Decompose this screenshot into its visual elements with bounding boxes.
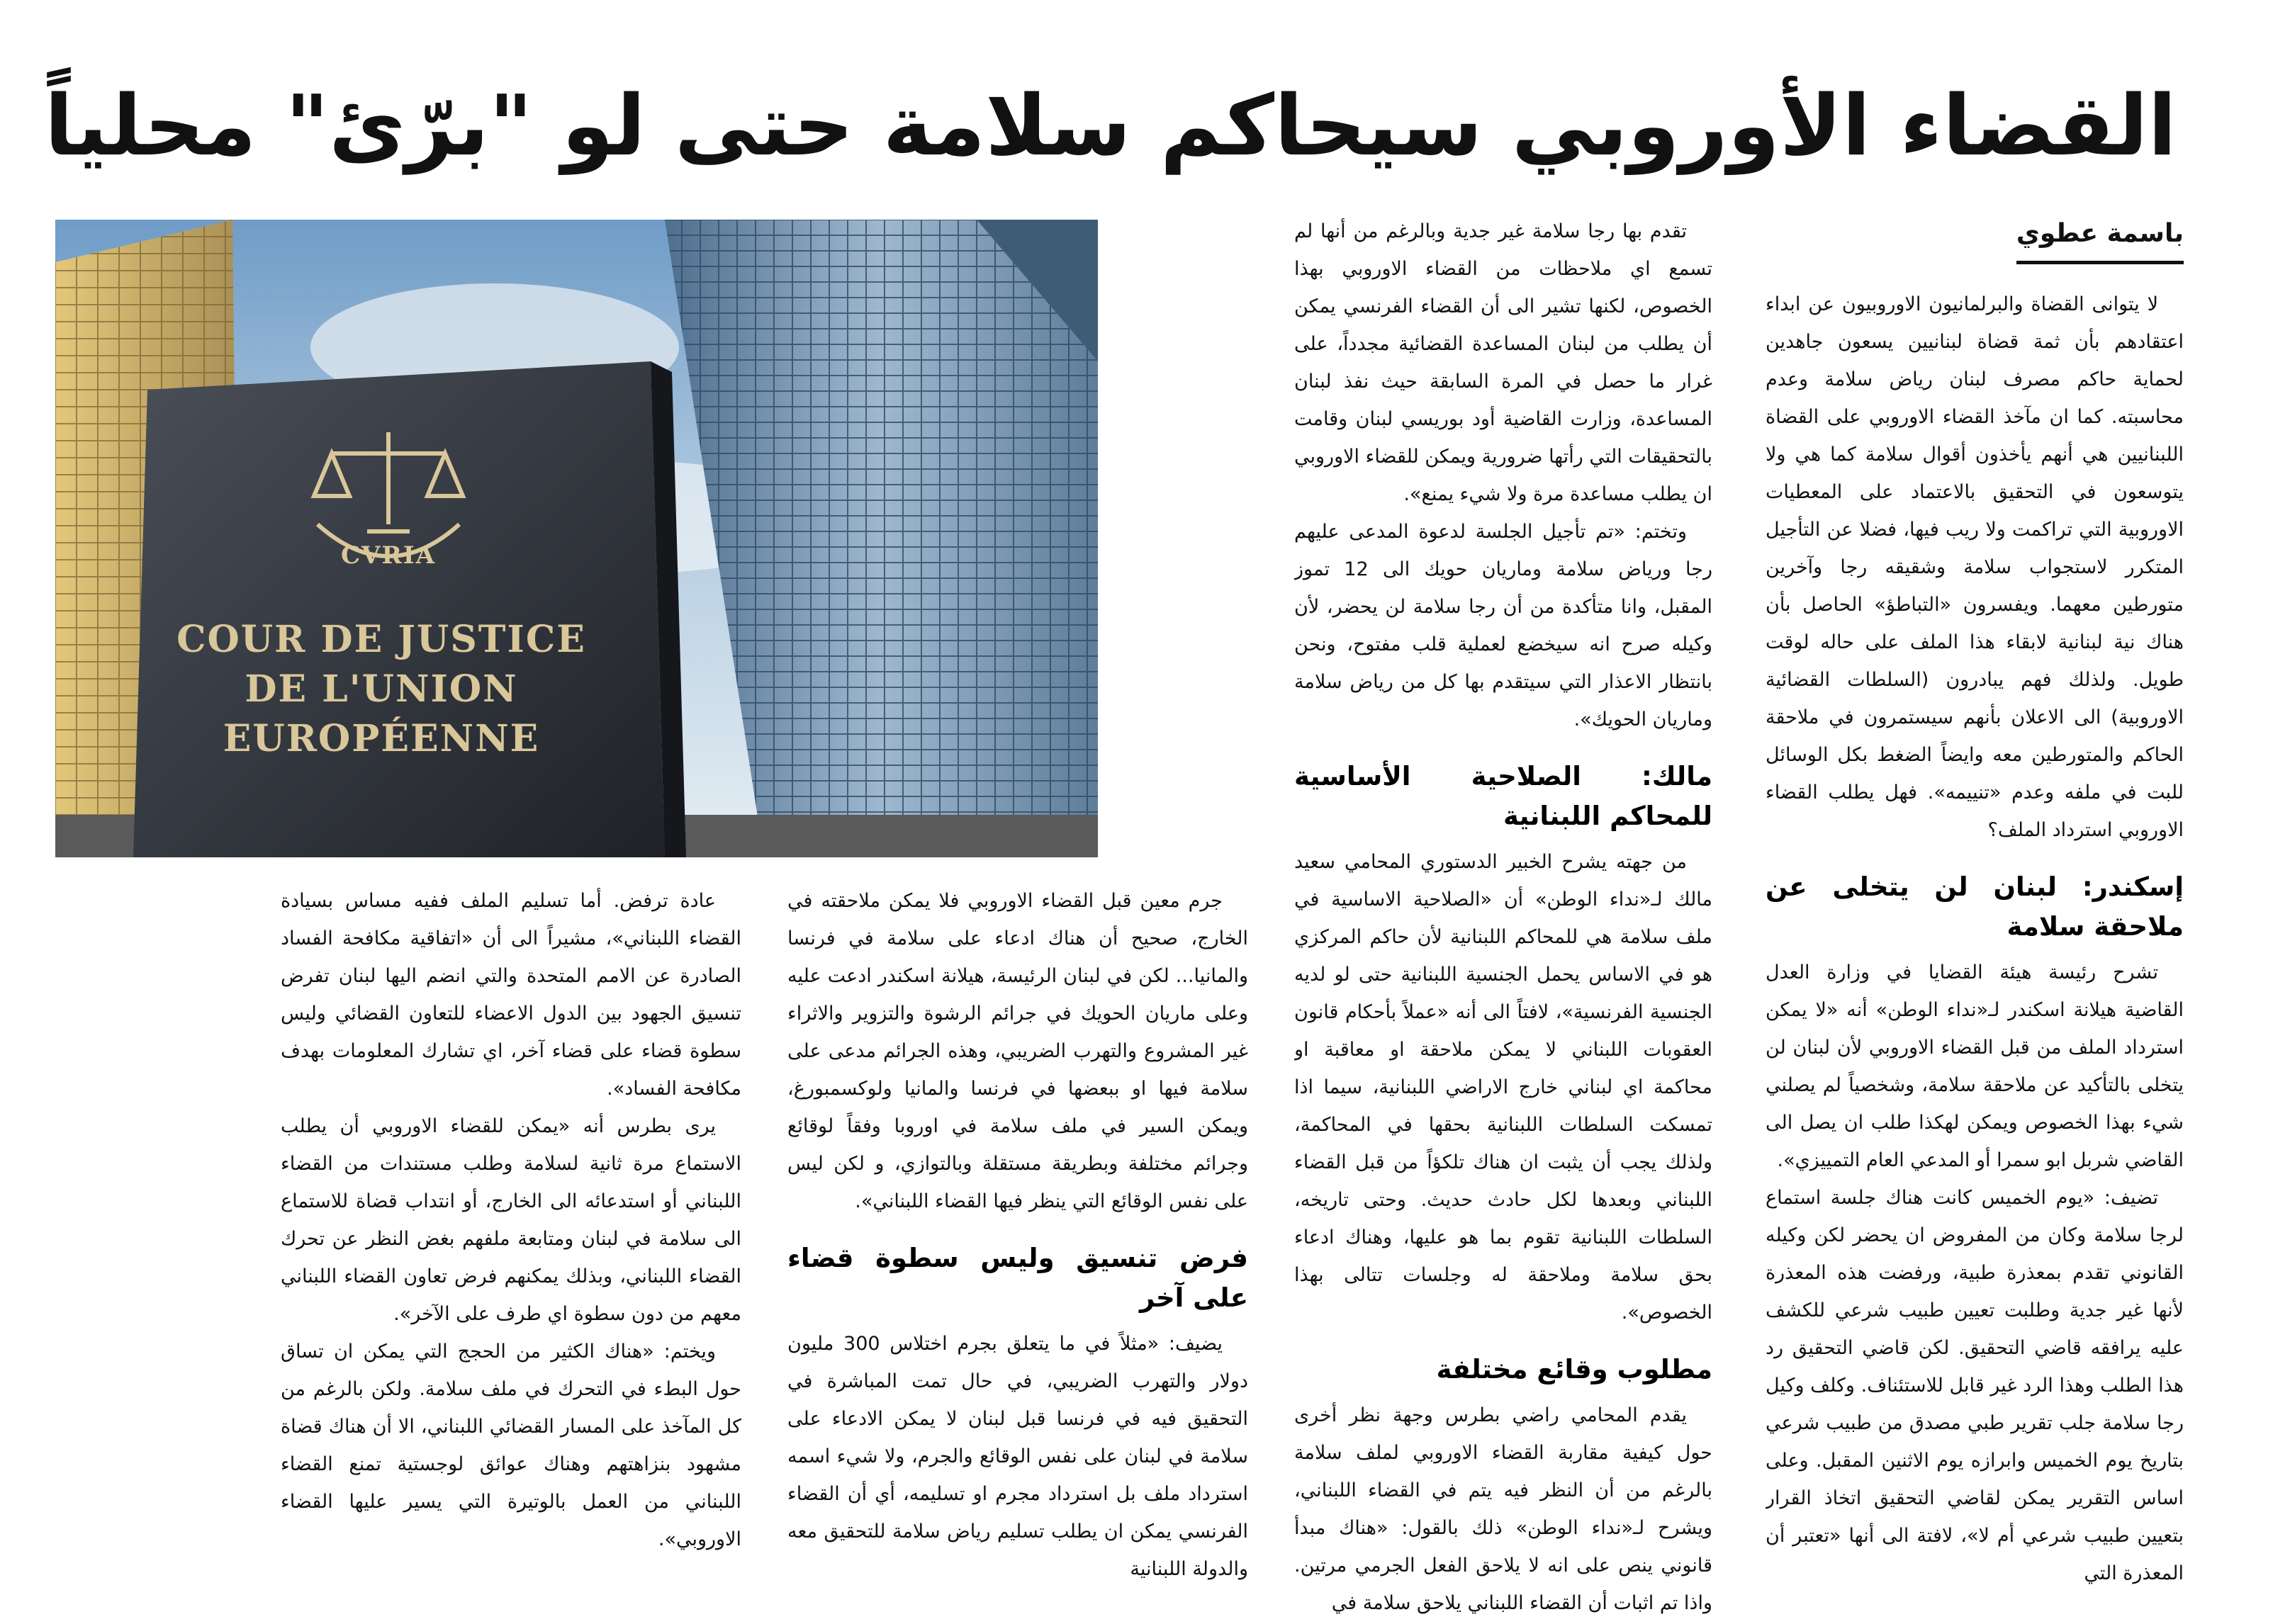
court-building-photo <box>55 220 1098 857</box>
paragraph: تقدم بها رجا سلامة غير جدية وبالرغم من أنها لم تسمع اي ملاحظات من القضاء الاوروبي بهذا الخصوص، لكنها تشير الى أن القضاء الفرنسي يمكن أن يطلب من لبنان المساعدة القضائية مجدداً، على غرار ما حصل في المرة السابقة حيث نفذ لبنان المساعدة، وزارت القاضية أود بوريسي لبنان وقامت بالتحقيقات التي رأتها ضرورية ويمكن للقضاء الاوروبي ان يطلب مساعدة مرة ولا شيء يمنع». <box>1294 220 1712 505</box>
cvria-emblem: CVRIA <box>341 541 436 570</box>
paragraph: من جهته يشرح الخبير الدستوري المحامي سعيد مالك لـ«نداء الوطن» أن «الصلاحية الاساسية في ملف سلامة هي للمحاكم اللبنانية لأن حاكم المركزي هو في الاساس يحمل الجنسية اللبنانية حتى لو لديه الجنسية الفرنسية»، لافتاً الى أنه «عملاً بأحكام قانون العقوبات اللبناني لا يمكن ملاحقة او معاقبة او محاكمة اي لبناني خارج الاراضي اللبنانية، سيما اذا تمسكت السلطات اللبنانية بحقها في المحاكمة، ولذلك يجب أن يثبت ان هناك تلكؤاً من قبل القضاء اللبناني وبعدها لكل حادث حديث. وحتى تاريخه، السلطات اللبنانية تقوم بما هو عليها، وهناك ادعاء بحق سلامة وملاحقة له وجلسات تتالى بهذا الخصوص». <box>1294 851 1712 1324</box>
article-column-right-2 <box>1294 213 1712 1623</box>
subheading: مالك: الصلاحية الأساسية للمحاكم اللبنانية <box>1294 761 1712 831</box>
paragraph: عادة ترفض. أما تسليم الملف ففيه مساس بسيادة القضاء اللبناني»، مشيراً الى أن «اتفاقية مكافحة الفساد الصادرة عن الامم المتحدة والتي انضم اليها لبنان تفرض تنسيق الجهود بين الدول الاعضاء للتعاون القضائي وليس سطوة قضاء على قضاء آخر، اي تشارك المعلومات بهدف مكافحة الفساد». <box>281 890 741 1100</box>
sign-line-1: COUR DE JUSTICE <box>176 618 586 661</box>
paragraph: تشرح رئيسة هيئة القضايا في وزارة العدل القاضية هيلانة اسكندر لـ«نداء الوطن» أنه «لا يمكن استرداد الملف من قبل القضاء الاوروبي لأن لبنان لن يتخلى بالتأكيد عن ملاحقة سلامة، وشخصياً لم يصلني شيء بهذا الخصوص ويمكن لهكذا طلب ان يصل الى القاضي شربل ابو سمرا أو المدعي العام التمييزي». <box>1766 962 2184 1171</box>
subheading: مطلوب وقائع مختلفة <box>1436 1354 1712 1385</box>
paragraph: تضيف: «يوم الخميس كانت هناك جلسة استماع لرجا سلامة وكان من المفروض ان يحضر لكن وكيله القانوني تقدم بمعذرة طبية، ورفضت هذه المعذرة لأنها غير جدية وطلبت تعيين طبيب شرعي للكشف عليه يرافقه قاضي التحقيق. لكن قاضي التحقيق رد هذا الطلب وهذا الرد غير قابل للاستئناف. وكلف وكيل رجا سلامة جلب تقرير طبي مصدق من طبيب شرعي بتاريخ يوم الخميس وابرازه يوم الاثنين المقبل. وعلى اساس التقرير يمكن لقاضي التحقيق اتخاذ القرار بتعيين طبيب شرعي أم لا»، لافتة الى أنها «تعتبر أن المعذرة التي <box>1766 1187 2184 1584</box>
sign-line-2: DE L'UNION <box>245 667 518 711</box>
paragraph: يرى بطرس أنه «يمكن للقضاء الاوروبي أن يطلب الاستماع مرة ثانية لسلامة وطلب مستندات من القضاء اللبناني أو استدعائه الى الخارج، أو انتداب قضاة للاستماع الى سلامة في لبنان ومتابعة ملفهم بغض النظر عن تحرك القضاء اللبناني، وبذلك يمكنهم فرض تعاون القضاء اللبناني معهم من دون سطوة اي طرف على الآخر». <box>281 1115 741 1325</box>
article-column-middle <box>787 882 1248 1619</box>
paragraph: يقدم المحامي راضي بطرس وجهة نظر أخرى حول كيفية مقاربة القضاء الاوروبي لملف سلامة بالرغم من أن النظر فيه يتم في القضاء اللبناني، ويشرح لـ«نداء الوطن» ذلك بالقول: «هناك مبدأ قانوني ينص على انه لا يلاحق الفعل الجرمي مرتين. واذا تم اثبات أن القضاء اللبناني يلاحق سلامة في <box>1294 1404 1712 1614</box>
article-headline: القضاء الأوروبي سيحاكم سلامة حتى لو "برّئ" محلياً <box>44 77 2177 174</box>
author-byline: باسمة عطوي <box>2016 213 2184 264</box>
article-column-right <box>1766 213 2184 1623</box>
paragraph: ويختم: «هناك الكثير من الحجج التي يمكن ان تساق حول البطء في التحرك في ملف سلامة. ولكن بالرغم من كل المآخذ على المسار القضائي اللبناني، الا أن هناك قضاة مشهود بنزاهتهم وهناك عوائق لوجستية تمنع القضاء اللبناني من العمل بالوتيرة التي يسير عليها القضاء الاوروبي». <box>281 1341 741 1550</box>
paragraph: يضيف: «مثلاً في ما يتعلق بجرم اختلاس 300 مليون دولار والتهرب الضريبي، في حال تمت المباشرة في التحقيق فيه في فرنسا قبل لبنان لا يمكن الادعاء على سلامة في لبنان على نفس الوقائع والجرم، ولا شيء اسمه استرداد ملف بل استرداد مجرم او تسليمه، أي أن القضاء الفرنسي يمكن ان يطلب تسليم رياض سلامة للتحقيق معه والدولة اللبنانية <box>787 1333 1248 1580</box>
subheading: إسكندر: لبنان لن يتخلى عن ملاحقة سلامة <box>1766 872 2184 942</box>
sign-line-3: EUROPÉENNE <box>223 717 540 760</box>
paragraph: جرم معين قبل القضاء الاوروبي فلا يمكن ملاحقته في الخارج، صحيح أن هناك ادعاء على سلامة في فرنسا والمانيا... لكن في لبنان الرئيسة، هيلانة اسكندر ادعت عليه وعلى ماريان الحويك في جرائم الرشوة والتزوير والاثراء غير المشروع والتهرب الضريبي، وهذه الجرائم مدعى على سلامة فيها او ببعضها في فرنسا والمانيا ولوكسمبورغ، ويمكن السير في ملف سلامة في اوروبا وفقاً لوقائع وجرائم مختلفة وبطريقة مستقلة وبالتوازي، و لكن ليس على نفس الوقائع التي ينظر فيها القضاء اللبناني». <box>787 890 1248 1212</box>
paragraph: لا يتوانى القضاة والبرلمانيون الاوروبيون عن ابداء اعتقادهم بأن ثمة قضاة لبنانيين يسعون جاهدين لحماية حاكم مصرف لبنان رياض سلامة وعدم محاسبته. كما ان مآخذ القضاء الاوروبي على القضاة اللبنانيين هي أنهم يأخذون أقوال سلامة كما هي ولا يتوسعون في التحقيق بالاعتماد على المعطيات الاوروبية التي تراكمت ولا ريب فيها، فضلا عن التأجيل المتكرر لاستجواب سلامة وشقيقه رجا وآخرين متورطين معهما. ويفسرون «التباطؤ» الحاصل بأن هناك نية لبنانية لابقاء هذا الملف على حاله لوقت طويل. ولذلك فهم يبادرون (السلطات القضائية الاوروبية) الى الاعلان بأنهم سيستمرون في ملاحقة الحاكم والمتورطين معه وايضاً الضغط بكل الوسائل للبت في ملفه وعدم «تنييمه». فهل يطلب القضاء الاوروبي استرداد الملف؟ <box>1766 293 2184 841</box>
paragraph: وتختم: «تم تأجيل الجلسة لدعوة المدعى عليهم رجا ورياض سلامة وماريان حويك الى 12 تموز المقبل، وانا متأكدة من أن رجا سلامة لن يحضر، لأن وكيله صرح انه سيخضع لعملية قلب مفتوح، ونحن بانتظار الاعذار التي سيتقدم بها كل من رياض سلامة وماريان الحويك». <box>1294 521 1712 731</box>
article-column-left <box>281 882 741 1619</box>
subheading: فرض تنسيق وليس سطوة قضاء على آخر <box>787 1243 1248 1313</box>
